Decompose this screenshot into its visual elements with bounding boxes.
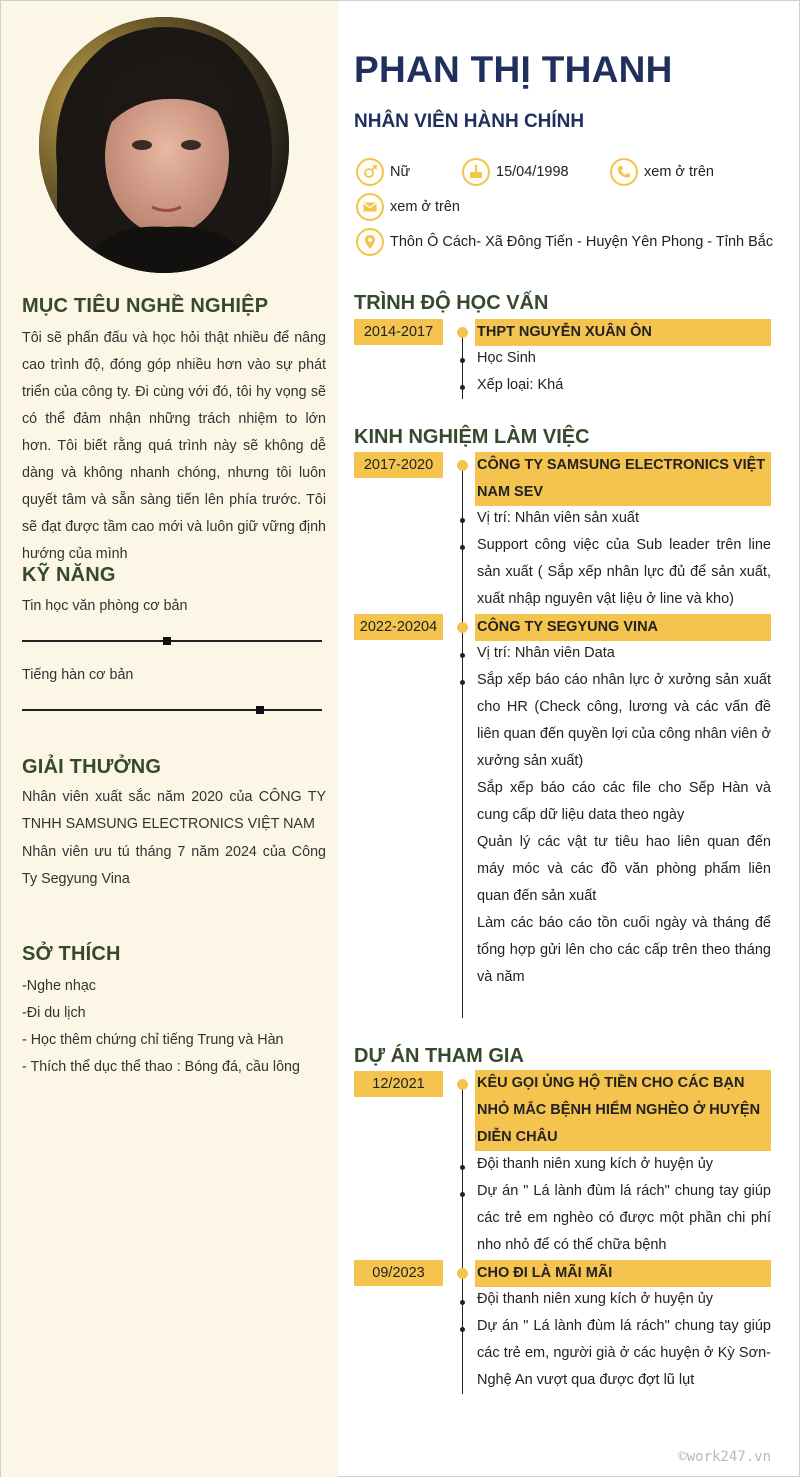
timeline-line — [462, 1083, 463, 1394]
hobbies-heading: SỞ THÍCH — [22, 943, 121, 965]
candidate-name: PHAN THỊ THANH — [354, 49, 673, 90]
education-date: 2014-2017 — [354, 319, 443, 345]
award-item: Nhân viên ưu tú tháng 7 năm 2024 của Công Ty Segyung Vina — [22, 844, 326, 887]
hobby-item: - Học thêm chứng chỉ tiếng Trung và Hàn — [22, 1032, 284, 1048]
job-description: Sắp xếp báo cáo nhân lực ở xưởng sản xuất cho HR (Check công, lương và các vấn đề liên quan đến quyền lợi của công nhân viên ở xưởng sản xuất) — [477, 672, 771, 769]
job-position: Vị trí: Nhân viên Data — [477, 645, 615, 661]
hobby-item: -Đi du lịch — [22, 1005, 86, 1021]
job-company: CÔNG TY SEGYUNG VINA — [475, 614, 771, 641]
education-line: Học Sinh — [477, 350, 536, 366]
gender-info — [356, 158, 410, 186]
projects-heading: DỰ ÁN THAM GIA — [354, 1045, 524, 1067]
address-info — [356, 228, 773, 256]
gender-value: Nữ — [390, 164, 411, 180]
timeline-dot — [457, 622, 468, 633]
project-name: KÊU GỌI ỦNG HỘ TIỀN CHO CÁC BẠN NHỎ MẮC BỆNH HIỂM NGHÈO Ở HUYỆN DIỄN CHÂU — [475, 1070, 771, 1151]
hobby-item: - Thích thể dục thể thao : Bóng đá, cầu lông — [22, 1059, 300, 1075]
phone-icon — [610, 158, 638, 186]
job-company: CÔNG TY SAMSUNG ELECTRONICS VIỆT NAM SEV — [475, 452, 771, 506]
skills-heading: KỸ NĂNG — [22, 564, 116, 586]
project-line: Dự án " Lá lành đùm lá rách" chung tay giúp các trẻ em, người già ở các huyện ở Kỳ Sơn- Nghệ An vượt qua được đợt lũ lụt — [477, 1318, 771, 1388]
email-info — [356, 193, 460, 221]
bullet-dot — [460, 518, 465, 523]
job-date: 2017-2020 — [354, 452, 443, 478]
bullet-dot — [460, 1192, 465, 1197]
birthday-info — [462, 158, 569, 186]
job-description: Sắp xếp báo cáo các file cho Sếp Hàn và cung cấp dữ liệu data theo ngày — [477, 780, 771, 823]
project-line: Dự án " Lá lành đùm lá rách" chung tay giúp các trẻ em nghèo có được một phần chi phí nho nhỏ để có thể chữa bệnh — [477, 1183, 771, 1253]
education-line: Xếp loại: Khá — [477, 377, 564, 393]
phone-value: xem ở trên — [644, 164, 714, 180]
timeline-dot — [457, 1268, 468, 1279]
phone-info — [610, 158, 714, 186]
job-position: Vị trí: Nhân viên sản xuất — [477, 510, 639, 526]
bullet-dot — [460, 653, 465, 658]
job-title: NHÂN VIÊN HÀNH CHÍNH — [354, 111, 585, 132]
project-date: 09/2023 — [354, 1260, 443, 1286]
objective-text: Tôi sẽ phấn đấu và học hỏi thật nhiều để nâng cao trình độ, đóng góp nhiều hơn vào sự phát triển của công ty. Đi cùng với đó, tôi hy vọng sẽ có thể đảm nhận những trách nhiệm to lớn hơn. Tôi biết rằng quá trình này sẽ không dễ dàng và không nhanh chóng, nhưng tôi luôn quyết tâm và sẵn sàng tiến lên phía trước. Tôi sẽ đạt được tầm cao mới và luôn giữ vững định hướng của mình — [22, 330, 326, 562]
skill-level-marker — [163, 637, 171, 645]
project-name: CHO ĐI LÀ MÃI MÃI — [475, 1260, 771, 1287]
timeline-dot — [457, 327, 468, 338]
gender-icon — [356, 158, 384, 186]
envelope-icon — [356, 193, 384, 221]
education-heading: TRÌNH ĐỘ HỌC VẤN — [354, 292, 549, 314]
avatar-photo — [39, 17, 289, 273]
skill-label: Tin học văn phòng cơ bản — [22, 598, 188, 614]
address-value: Thôn Ô Cách- Xã Đông Tiến - Huyện Yên Phong - Tỉnh Bắc — [390, 234, 774, 250]
timeline-dot — [457, 460, 468, 471]
award-item: Nhân viên xuất sắc năm 2020 của CÔNG TY TNHH SAMSUNG ELECTRONICS VIỆT NAM — [22, 789, 326, 832]
email-value: xem ở trên — [390, 199, 460, 215]
hobby-item: -Nghe nhạc — [22, 978, 96, 994]
project-date: 12/2021 — [354, 1071, 443, 1097]
cake-icon — [462, 158, 490, 186]
job-description: Quản lý các vật tư tiêu hao liên quan đến máy móc và các đồ văn phòng phẩm liên quan đến sản xuất — [477, 834, 771, 904]
bullet-dot — [460, 545, 465, 550]
education-school: THPT NGUYỄN XUÂN ÔN — [475, 319, 771, 346]
bullet-dot — [460, 358, 465, 363]
skill-level-marker — [256, 706, 264, 714]
timeline-dot — [457, 1079, 468, 1090]
job-description: Support công việc của Sub leader trên line sản xuất ( Sắp xếp nhân lực đủ để sản xuất, xuất nhập nguyên vật liệu ở line và kho) — [477, 537, 771, 607]
birthday-value: 15/04/1998 — [496, 164, 569, 180]
objective-heading: MỤC TIÊU NGHỀ NGHIỆP — [22, 295, 269, 317]
project-line: Đội thanh niên xung kích ở huyện ủy — [477, 1291, 714, 1307]
skill-bar — [22, 640, 322, 642]
bullet-dot — [460, 1300, 465, 1305]
left-column — [1, 1, 338, 1477]
bullet-dot — [460, 1327, 465, 1332]
project-line: Đội thanh niên xung kích ở huyện ủy — [477, 1156, 714, 1172]
skill-label: Tiếng hàn cơ bản — [22, 667, 134, 683]
bullet-dot — [460, 1165, 465, 1170]
experience-heading: KINH NGHIỆM LÀM VIỆC — [354, 426, 590, 448]
skill-bar — [22, 709, 322, 711]
map-pin-icon — [356, 228, 384, 256]
job-date: 2022-20204 — [354, 614, 443, 640]
bullet-dot — [460, 385, 465, 390]
bullet-dot — [460, 680, 465, 685]
watermark: ©work247.vn — [678, 1449, 771, 1465]
awards-heading: GIẢI THƯỞNG — [22, 756, 162, 778]
avatar — [39, 17, 289, 273]
job-description: Làm các báo cáo tồn cuối ngày và tháng để tổng hợp gửi lên cho các cấp trên theo tháng và năm — [477, 915, 771, 985]
